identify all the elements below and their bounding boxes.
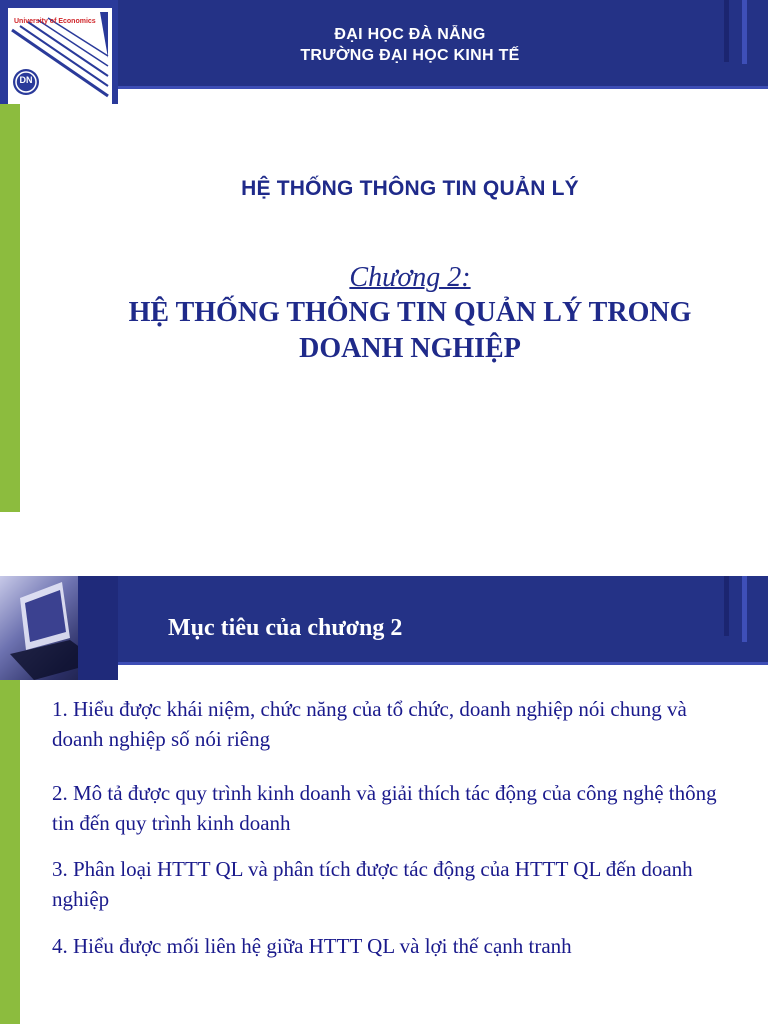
- title-stripe: [742, 576, 747, 642]
- chapter-label-text: Chương 2:: [349, 262, 471, 293]
- chapter-title-line2: DOANH NGHIỆP: [299, 333, 521, 364]
- school-name: TRƯỜNG ĐẠI HỌC KINH TẾ: [300, 47, 520, 64]
- logo-badge-text: DN: [19, 75, 33, 85]
- title-stripe: [724, 576, 729, 636]
- slide-title: Mục tiêu của chương 2: [168, 615, 403, 641]
- list-item: 2. Mô tả được quy trình kinh doanh và giải thích tác động của công nghệ thông tin đến quy trình kinh doanh: [52, 781, 717, 835]
- header-stripe: [742, 0, 747, 64]
- objectives-slide: [0, 512, 768, 1024]
- list-item: 1. Hiểu được khái niệm, chức năng của tổ chức, doanh nghiệp nói chung và doanh nghiệp số nói riêng: [52, 697, 687, 751]
- chapter-title: [60, 295, 760, 367]
- list-item: 3. Phân loại HTTT QL và phân tích được tác động của HTTT QL đến doanh nghiệp: [52, 857, 693, 911]
- chapter-title-line1: HỆ THỐNG THÔNG TIN QUẢN LÝ TRONG: [128, 297, 692, 328]
- university-logo: [0, 0, 118, 104]
- course-title: HỆ THỐNG THÔNG TIN QUẢN LÝ: [241, 177, 579, 200]
- logo-text: University of Economics: [14, 18, 96, 25]
- green-side-strip: [0, 104, 20, 512]
- list-item: 4. Hiểu được mối liên hệ giữa HTTT QL và lợi thế cạnh tranh: [52, 934, 572, 958]
- header-stripe: [724, 0, 729, 62]
- green-side-strip: [0, 680, 20, 1024]
- chapter-label: [60, 262, 760, 294]
- university-name: ĐẠI HỌC ĐÀ NẴNG: [334, 26, 486, 43]
- photo-edge: [78, 576, 118, 680]
